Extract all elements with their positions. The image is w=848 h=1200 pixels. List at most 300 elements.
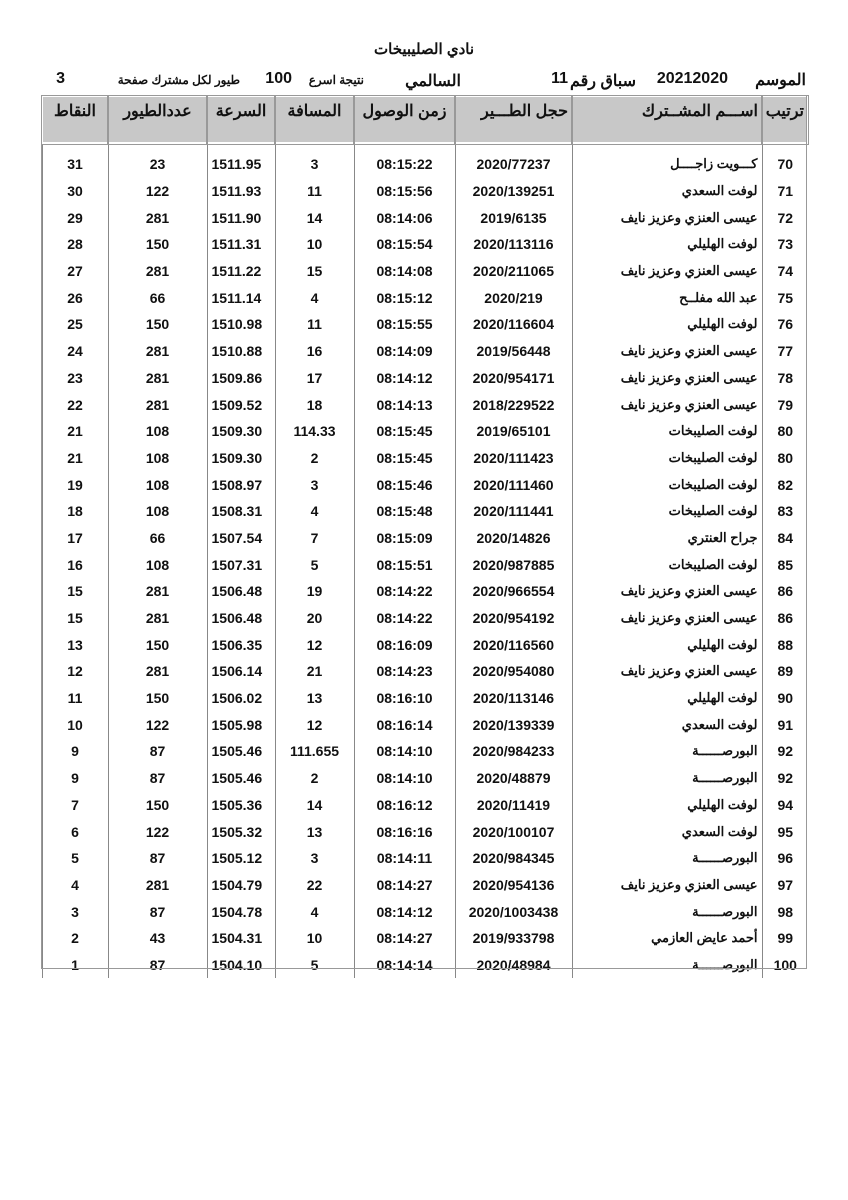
cell-points: 18	[42, 498, 108, 525]
table-row	[42, 284, 808, 311]
cell-ring: 2020/48984	[455, 952, 572, 979]
cell-speed: 1506.02	[207, 685, 275, 712]
cell-distance: 5	[275, 551, 354, 578]
cell-speed: 1507.31	[207, 551, 275, 578]
cell-member-name: عيسى العنزي وعزيز نايف	[572, 204, 762, 231]
results-table	[41, 95, 809, 978]
table-row	[42, 365, 808, 392]
cell-points: 28	[42, 231, 108, 258]
cell-member-name: البورصــــــة	[572, 898, 762, 925]
cell-distance: 5	[275, 952, 354, 979]
cell-ring: 2020/219	[455, 284, 572, 311]
cell-ring: 2020/11419	[455, 792, 572, 819]
cell-rank: 86	[762, 605, 808, 632]
cell-member-name: لوفت السعدي	[572, 711, 762, 738]
cell-bird-count: 108	[108, 551, 207, 578]
cell-bird-count: 281	[108, 391, 207, 418]
cell-ring: 2019/65101	[455, 418, 572, 445]
cell-distance: 4	[275, 284, 354, 311]
cell-points: 25	[42, 311, 108, 338]
cell-bird-count: 87	[108, 898, 207, 925]
cell-points: 19	[42, 471, 108, 498]
cell-ring: 2020/954136	[455, 872, 572, 899]
cell-arrival-time: 08:14:23	[354, 658, 455, 685]
cell-bird-count: 108	[108, 445, 207, 472]
cell-distance: 16	[275, 338, 354, 365]
table-row	[42, 765, 808, 792]
cell-bird-count: 87	[108, 765, 207, 792]
table-row	[42, 738, 808, 765]
cell-distance: 13	[275, 685, 354, 712]
table-row	[42, 658, 808, 685]
cell-ring: 2019/933798	[455, 925, 572, 952]
cell-rank: 89	[762, 658, 808, 685]
cell-bird-count: 281	[108, 605, 207, 632]
cell-ring: 2020/954171	[455, 365, 572, 392]
cell-bird-count: 281	[108, 258, 207, 285]
cell-rank: 85	[762, 551, 808, 578]
cell-speed: 1505.98	[207, 711, 275, 738]
cell-rank: 80	[762, 418, 808, 445]
cell-speed: 1506.48	[207, 578, 275, 605]
cell-rank: 84	[762, 525, 808, 552]
cell-speed: 1504.31	[207, 925, 275, 952]
cell-ring: 2019/6135	[455, 204, 572, 231]
table-row	[42, 711, 808, 738]
cell-arrival-time: 08:16:12	[354, 792, 455, 819]
cell-speed: 1507.54	[207, 525, 275, 552]
cell-rank: 79	[762, 391, 808, 418]
cell-rank: 80	[762, 445, 808, 472]
cell-member-name: عيسى العنزي وعزيز نايف	[572, 578, 762, 605]
cell-distance: 10	[275, 925, 354, 952]
cell-points: 4	[42, 872, 108, 899]
cell-bird-count: 281	[108, 204, 207, 231]
cell-points: 1	[42, 952, 108, 979]
header-member-name: اســـم المشــترك	[572, 96, 762, 144]
cell-member-name: عيسى العنزي وعزيز نايف	[572, 605, 762, 632]
cell-distance: 12	[275, 631, 354, 658]
cell-speed: 1504.10	[207, 952, 275, 979]
cell-ring: 2020/48879	[455, 765, 572, 792]
cell-member-name: لوفت الصليبخات	[572, 471, 762, 498]
table-row	[42, 605, 808, 632]
cell-bird-count: 87	[108, 952, 207, 979]
cell-arrival-time: 08:14:10	[354, 765, 455, 792]
cell-bird-count: 87	[108, 738, 207, 765]
cell-bird-count: 281	[108, 872, 207, 899]
cell-arrival-time: 08:15:54	[354, 231, 455, 258]
cell-speed: 1511.93	[207, 178, 275, 205]
cell-member-name: لوفت الهليلي	[572, 231, 762, 258]
cell-points: 22	[42, 391, 108, 418]
table-row	[42, 178, 808, 205]
cell-points: 11	[42, 685, 108, 712]
cell-distance: 3	[275, 845, 354, 872]
birds-count: 100	[265, 70, 292, 87]
cell-rank: 88	[762, 631, 808, 658]
cell-speed: 1504.79	[207, 872, 275, 899]
cell-rank: 86	[762, 578, 808, 605]
table-row	[42, 631, 808, 658]
cell-distance: 11	[275, 311, 354, 338]
cell-arrival-time: 08:14:22	[354, 605, 455, 632]
cell-distance: 18	[275, 391, 354, 418]
header-ring: حجل الطـــير	[455, 96, 572, 144]
cell-arrival-time: 08:15:55	[354, 311, 455, 338]
cell-member-name: لوفت الهليلي	[572, 685, 762, 712]
cell-speed: 1505.12	[207, 845, 275, 872]
cell-points: 17	[42, 525, 108, 552]
table-row	[42, 845, 808, 872]
cell-distance: 22	[275, 872, 354, 899]
cell-speed: 1509.30	[207, 418, 275, 445]
cell-bird-count: 150	[108, 685, 207, 712]
cell-ring: 2020/954080	[455, 658, 572, 685]
cell-rank: 73	[762, 231, 808, 258]
cell-rank: 90	[762, 685, 808, 712]
cell-arrival-time: 08:15:48	[354, 498, 455, 525]
cell-arrival-time: 08:14:14	[354, 952, 455, 979]
cell-ring: 2020/139339	[455, 711, 572, 738]
table-row	[42, 498, 808, 525]
cell-points: 21	[42, 418, 108, 445]
cell-points: 29	[42, 204, 108, 231]
cell-arrival-time: 08:15:22	[354, 144, 455, 178]
cell-rank: 95	[762, 818, 808, 845]
cell-ring: 2018/229522	[455, 391, 572, 418]
cell-member-name: كـــويت زاجــــل	[572, 144, 762, 178]
table-row	[42, 418, 808, 445]
table-row	[42, 144, 808, 178]
cell-arrival-time: 08:15:12	[354, 284, 455, 311]
cell-distance: 13	[275, 818, 354, 845]
race-info-line	[44, 70, 806, 92]
cell-points: 13	[42, 631, 108, 658]
cell-ring: 2020/77237	[455, 144, 572, 178]
cell-member-name: لوفت السعدي	[572, 818, 762, 845]
cell-rank: 92	[762, 765, 808, 792]
cell-speed: 1506.14	[207, 658, 275, 685]
cell-member-name: البورصــــــة	[572, 952, 762, 979]
cell-bird-count: 108	[108, 471, 207, 498]
cell-distance: 4	[275, 898, 354, 925]
table-row	[42, 952, 808, 979]
cell-bird-count: 150	[108, 631, 207, 658]
cell-rank: 75	[762, 284, 808, 311]
cell-speed: 1508.97	[207, 471, 275, 498]
table-header-row	[42, 96, 808, 144]
cell-arrival-time: 08:16:09	[354, 631, 455, 658]
cell-ring: 2020/111460	[455, 471, 572, 498]
cell-ring: 2020/211065	[455, 258, 572, 285]
cell-rank: 72	[762, 204, 808, 231]
cell-distance: 114.33	[275, 418, 354, 445]
cell-bird-count: 281	[108, 338, 207, 365]
cell-ring: 2020/139251	[455, 178, 572, 205]
cell-ring: 2020/111441	[455, 498, 572, 525]
cell-rank: 74	[762, 258, 808, 285]
cell-arrival-time: 08:15:45	[354, 418, 455, 445]
cell-arrival-time: 08:15:09	[354, 525, 455, 552]
cell-member-name: لوفت الصليبخات	[572, 498, 762, 525]
cell-points: 24	[42, 338, 108, 365]
cell-speed: 1511.14	[207, 284, 275, 311]
cell-speed: 1511.90	[207, 204, 275, 231]
cell-member-name: لوفت السعدي	[572, 178, 762, 205]
cell-points: 15	[42, 605, 108, 632]
cell-speed: 1505.36	[207, 792, 275, 819]
cell-member-name: البورصــــــة	[572, 738, 762, 765]
cell-speed: 1509.86	[207, 365, 275, 392]
cell-bird-count: 281	[108, 658, 207, 685]
cell-points: 27	[42, 258, 108, 285]
table-row	[42, 898, 808, 925]
cell-points: 3	[42, 898, 108, 925]
cell-ring: 2020/1003438	[455, 898, 572, 925]
cell-arrival-time: 08:14:10	[354, 738, 455, 765]
cell-arrival-time: 08:14:08	[354, 258, 455, 285]
cell-arrival-time: 08:15:46	[354, 471, 455, 498]
cell-speed: 1506.35	[207, 631, 275, 658]
table-row	[42, 445, 808, 472]
cell-arrival-time: 08:15:45	[354, 445, 455, 472]
cell-member-name: لوفت الصليبخات	[572, 551, 762, 578]
cell-ring: 2020/966554	[455, 578, 572, 605]
cell-rank: 83	[762, 498, 808, 525]
cell-arrival-time: 08:14:13	[354, 391, 455, 418]
cell-distance: 11	[275, 178, 354, 205]
cell-arrival-time: 08:14:27	[354, 925, 455, 952]
table-row	[42, 818, 808, 845]
cell-bird-count: 87	[108, 845, 207, 872]
header-points: النقاط	[42, 96, 108, 144]
cell-speed: 1511.31	[207, 231, 275, 258]
cell-ring: 2020/116604	[455, 311, 572, 338]
cell-ring: 2020/987885	[455, 551, 572, 578]
table-row	[42, 872, 808, 899]
header-rank: ترتيب	[762, 96, 808, 144]
cell-ring: 2020/14826	[455, 525, 572, 552]
cell-bird-count: 150	[108, 231, 207, 258]
cell-ring: 2020/113146	[455, 685, 572, 712]
table-row	[42, 471, 808, 498]
cell-ring: 2020/984233	[455, 738, 572, 765]
cell-bird-count: 122	[108, 711, 207, 738]
cell-member-name: عيسى العنزي وعزيز نايف	[572, 658, 762, 685]
cell-rank: 77	[762, 338, 808, 365]
cell-rank: 98	[762, 898, 808, 925]
header-speed: السرعة	[207, 96, 275, 144]
cell-member-name: لوفت الصليبخات	[572, 445, 762, 472]
cell-speed: 1510.88	[207, 338, 275, 365]
cell-speed: 1505.32	[207, 818, 275, 845]
race-location: السالمي	[405, 73, 461, 90]
cell-points: 31	[42, 144, 108, 178]
cell-speed: 1505.46	[207, 765, 275, 792]
cell-rank: 97	[762, 872, 808, 899]
table-body	[42, 144, 808, 979]
cell-distance: 17	[275, 365, 354, 392]
cell-member-name: لوفت الهليلي	[572, 792, 762, 819]
cell-speed: 1511.95	[207, 144, 275, 178]
table-row	[42, 391, 808, 418]
cell-speed: 1506.48	[207, 605, 275, 632]
season-label: الموسم	[755, 72, 806, 89]
cell-points: 7	[42, 792, 108, 819]
race-number: 11	[551, 70, 568, 87]
cell-bird-count: 150	[108, 311, 207, 338]
cell-speed: 1509.30	[207, 445, 275, 472]
cell-member-name: عيسى العنزي وعزيز نايف	[572, 338, 762, 365]
cell-arrival-time: 08:15:56	[354, 178, 455, 205]
table-row	[42, 578, 808, 605]
cell-member-name: لوفت الهليلي	[572, 631, 762, 658]
cell-bird-count: 150	[108, 792, 207, 819]
cell-arrival-time: 08:14:09	[354, 338, 455, 365]
cell-member-name: عيسى العنزي وعزيز نايف	[572, 258, 762, 285]
cell-member-name: أحمد عايض العازمي	[572, 925, 762, 952]
table-row	[42, 551, 808, 578]
cell-arrival-time: 08:16:14	[354, 711, 455, 738]
cell-distance: 2	[275, 445, 354, 472]
cell-ring: 2020/984345	[455, 845, 572, 872]
cell-distance: 12	[275, 711, 354, 738]
cell-arrival-time: 08:14:22	[354, 578, 455, 605]
cell-distance: 111.655	[275, 738, 354, 765]
cell-member-name: عيسى العنزي وعزيز نايف	[572, 872, 762, 899]
cell-ring: 2020/111423	[455, 445, 572, 472]
cell-arrival-time: 08:14:12	[354, 365, 455, 392]
cell-points: 23	[42, 365, 108, 392]
cell-points: 5	[42, 845, 108, 872]
cell-distance: 7	[275, 525, 354, 552]
cell-points: 26	[42, 284, 108, 311]
cell-rank: 92	[762, 738, 808, 765]
cell-distance: 10	[275, 231, 354, 258]
cell-ring: 2020/954192	[455, 605, 572, 632]
cell-distance: 3	[275, 471, 354, 498]
cell-arrival-time: 08:15:51	[354, 551, 455, 578]
cell-rank: 96	[762, 845, 808, 872]
cell-rank: 99	[762, 925, 808, 952]
table-row	[42, 204, 808, 231]
cell-member-name: عبد الله مفلــح	[572, 284, 762, 311]
header-bird-count: عددالطيور	[108, 96, 207, 144]
cell-distance: 20	[275, 605, 354, 632]
table-row	[42, 925, 808, 952]
cell-speed: 1508.31	[207, 498, 275, 525]
per-member-label: طيور لكل مشترك صفحة	[117, 73, 240, 87]
cell-rank: 70	[762, 144, 808, 178]
cell-member-name: لوفت الهليلي	[572, 311, 762, 338]
cell-speed: 1511.22	[207, 258, 275, 285]
cell-points: 2	[42, 925, 108, 952]
cell-points: 15	[42, 578, 108, 605]
cell-arrival-time: 08:14:11	[354, 845, 455, 872]
cell-distance: 14	[275, 792, 354, 819]
page-number: 3	[56, 70, 65, 87]
cell-ring: 2020/100107	[455, 818, 572, 845]
cell-member-name: البورصــــــة	[572, 765, 762, 792]
cell-rank: 82	[762, 471, 808, 498]
cell-points: 9	[42, 738, 108, 765]
cell-distance: 4	[275, 498, 354, 525]
cell-points: 16	[42, 551, 108, 578]
cell-arrival-time: 08:14:12	[354, 898, 455, 925]
table-row	[42, 338, 808, 365]
cell-bird-count: 281	[108, 578, 207, 605]
cell-member-name: البورصــــــة	[572, 845, 762, 872]
cell-speed: 1510.98	[207, 311, 275, 338]
cell-rank: 100	[762, 952, 808, 979]
cell-member-name: جراح العنتري	[572, 525, 762, 552]
header-distance: المسافة	[275, 96, 354, 144]
cell-member-name: عيسى العنزي وعزيز نايف	[572, 391, 762, 418]
cell-arrival-time: 08:16:10	[354, 685, 455, 712]
cell-bird-count: 108	[108, 418, 207, 445]
cell-ring: 2020/116560	[455, 631, 572, 658]
cell-arrival-time: 08:16:16	[354, 818, 455, 845]
cell-ring: 2020/113116	[455, 231, 572, 258]
table-row	[42, 792, 808, 819]
cell-bird-count: 23	[108, 144, 207, 178]
race-label: سباق رقم	[570, 73, 636, 90]
cell-bird-count: 281	[108, 365, 207, 392]
club-title: نادي الصليبيخات	[374, 41, 474, 58]
cell-points: 9	[42, 765, 108, 792]
cell-member-name: لوفت الصليبخات	[572, 418, 762, 445]
cell-bird-count: 66	[108, 284, 207, 311]
cell-rank: 78	[762, 365, 808, 392]
cell-bird-count: 43	[108, 925, 207, 952]
table-row	[42, 311, 808, 338]
cell-points: 6	[42, 818, 108, 845]
cell-rank: 94	[762, 792, 808, 819]
cell-distance: 3	[275, 144, 354, 178]
result-label: نتيجة اسرع	[308, 73, 364, 87]
cell-distance: 21	[275, 658, 354, 685]
cell-bird-count: 108	[108, 498, 207, 525]
cell-distance: 19	[275, 578, 354, 605]
cell-points: 30	[42, 178, 108, 205]
cell-distance: 14	[275, 204, 354, 231]
table-row	[42, 685, 808, 712]
cell-speed: 1509.52	[207, 391, 275, 418]
season-value: 20212020	[656, 70, 728, 87]
header-arrival-time: زمن الوصول	[354, 96, 455, 144]
table-row	[42, 231, 808, 258]
cell-distance: 15	[275, 258, 354, 285]
cell-speed: 1504.78	[207, 898, 275, 925]
table-row	[42, 258, 808, 285]
cell-points: 12	[42, 658, 108, 685]
cell-rank: 71	[762, 178, 808, 205]
cell-distance: 2	[275, 765, 354, 792]
cell-rank: 91	[762, 711, 808, 738]
cell-member-name: عيسى العنزي وعزيز نايف	[572, 365, 762, 392]
cell-bird-count: 66	[108, 525, 207, 552]
table-row	[42, 525, 808, 552]
cell-bird-count: 122	[108, 178, 207, 205]
cell-bird-count: 122	[108, 818, 207, 845]
cell-arrival-time: 08:14:06	[354, 204, 455, 231]
cell-arrival-time: 08:14:27	[354, 872, 455, 899]
cell-ring: 2019/56448	[455, 338, 572, 365]
cell-rank: 76	[762, 311, 808, 338]
cell-points: 10	[42, 711, 108, 738]
cell-points: 21	[42, 445, 108, 472]
